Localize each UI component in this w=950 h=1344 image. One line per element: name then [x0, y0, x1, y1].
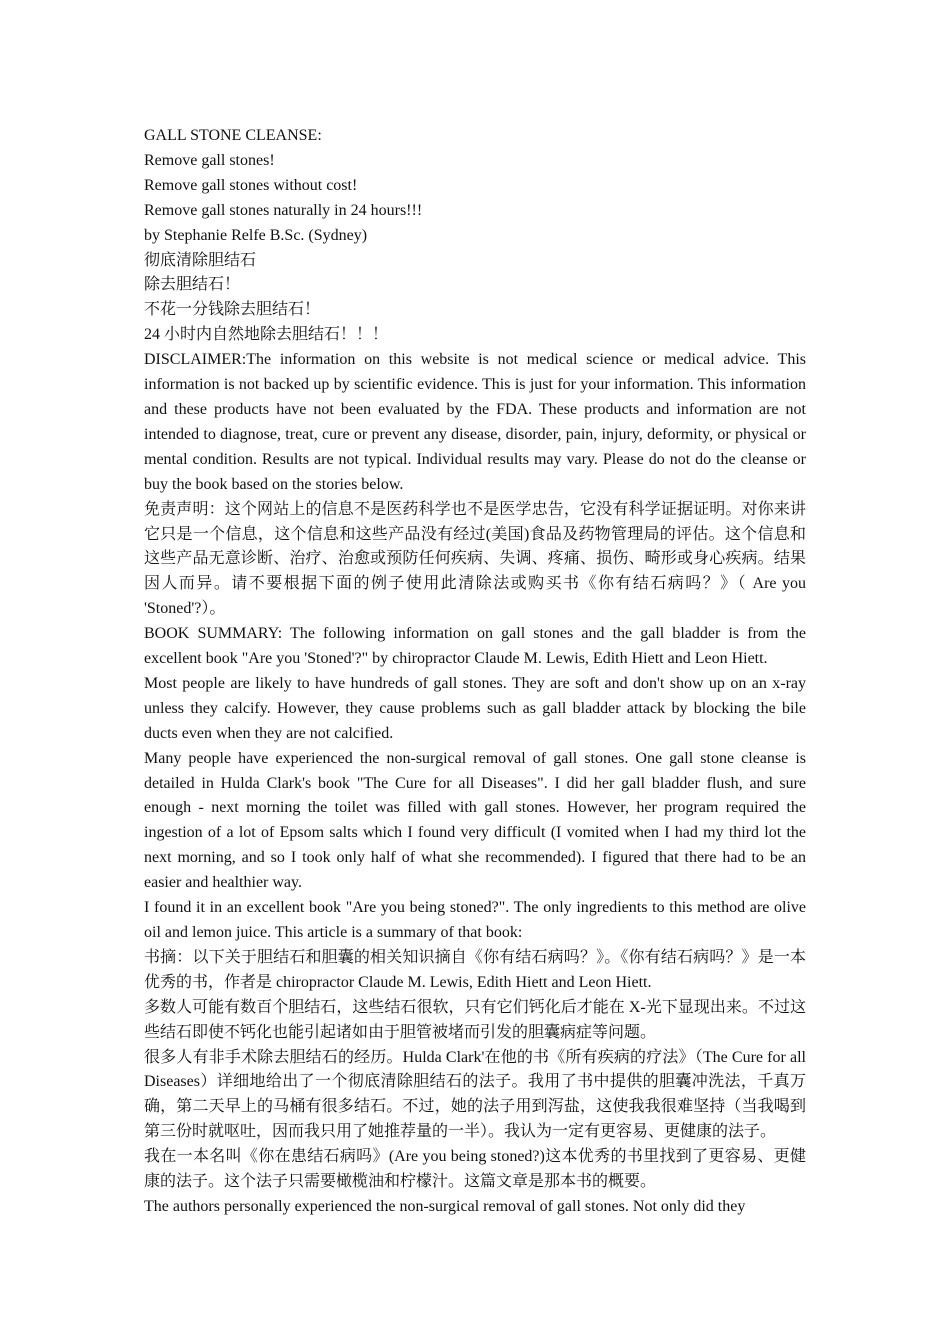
body-paragraph: Many people have experienced the non-surgical removal of gall stones. One gall stone cleanse is detailed in Hulda Clark's book "The Cure for all Diseases". I did her gall bladder flush, and sure enough - next morning the toilet was filled with gall stones. However, her program required the ingestion of a lot of Epsom salts which I found very difficult (I vomited when I had my third lot the next morning, and so I took only half of what she recommended). I figured that there had to be an easier and healthier way.: [144, 749, 806, 892]
body-paragraph: The authors personally experienced the non-surgical removal of gall stones. Not only did they: [144, 1197, 746, 1215]
disclaimer-paragraph-zh: 免责声明：这个网站上的信息不是医药科学也不是医学忠告，它没有科学证据证明。对你来讲它只是一个信息，这个信息和这些产品没有经过(美国)食品及药物管理局的评估。这个信息和这些产品无意诊断、治疗、治愈或预防任何疾病、失调、疼痛、损伤、畸形或身心疾病。结果因人而异。请不要根据下面的例子使用此清除法或购买书《你有结石病吗？》（ Are you 'Stoned'?）。: [144, 500, 806, 618]
body-paragraph: Most people are likely to have hundreds of gall stones. They are soft and don't show up on an x-ray unless they calcify. However, they cause problems such as gall bladder attack by blocking the bile ducts even when they are not calcified.: [144, 674, 806, 742]
title-line: Remove gall stones without cost!: [144, 176, 358, 194]
title-line: Remove gall stones naturally in 24 hours!!!: [144, 201, 423, 219]
body-paragraph-zh: 多数人可能有数百个胆结石，这些结石很软，只有它们钙化后才能在 X-光下显现出来。不过这些结石即使不钙化也能引起诸如由于胆管被堵而引发的胆囊病症等问题。: [144, 998, 806, 1041]
author-line: by Stephanie Relfe B.Sc. (Sydney): [144, 226, 368, 244]
title-line: Remove gall stones!: [144, 151, 275, 169]
title-line-zh: 不花一分钱除去胆结石！: [144, 301, 321, 319]
book-summary-paragraph-zh: 书摘：以下关于胆结石和胆囊的相关知识摘自《你有结石病吗？》。《你有结石病吗？》是一本优秀的书，作者是 chiropractor Claude M. Lewis, Edith Hiett and Leon Hiett.: [144, 948, 806, 991]
title-line-zh: 24 小时内自然地除去胆结石！！！: [144, 326, 389, 344]
title-line-zh: 除去胆结石！: [144, 276, 241, 294]
body-paragraph-zh: 我在一本名叫《你在患结石病吗》(Are you being stoned?)这本优秀的书里找到了更容易、更健康的法子。这个法子只需要橄榄油和柠檬汁。这篇文章是那本书的概要。: [144, 1148, 806, 1191]
title-line-zh: 彻底清除胆结石: [144, 251, 257, 269]
body-paragraph: I found it in an excellent book "Are you being stoned?". The only ingredients to this method are olive oil and lemon juice. This article is a summary of that book:: [144, 899, 806, 941]
book-summary-paragraph: BOOK SUMMARY: The following information on gall stones and the gall bladder is from the excellent book "Are you 'Stoned'?" by chiropractor Claude M. Lewis, Edith Hiett and Leon Hiett.: [144, 625, 806, 668]
body-paragraph-zh: 很多人有非手术除去胆结石的经历。Hulda Clark'在他的书《所有疾病的疗法》（The Cure for all Diseases）详细地给出了一个彻底清除胆结石的法子。我用了书中提供的胆囊冲洗法，千真万确，第二天早上的马桶有很多结石。不过，她的法子用到泻盐，这使我我很难坚持（当我喝到第三份时就呕吐，因而我只用了她推荐量的一半）。我认为一定有更容易、更健康的法子。: [144, 1048, 806, 1141]
title-line: GALL STONE CLEANSE:: [144, 127, 322, 144]
document-page: [144, 124, 806, 1220]
disclaimer-paragraph: DISCLAIMER:The information on this website is not medical science or medical advice. This information is not backed up by scientific evidence. This is just for your information. This information and these products have not been evaluated by the FDA. These products and information are not intended to diagnose, treat, cure or prevent any disease, disorder, pain, injury, deformity, or physical or mental condition. Results are not typical. Individual results may vary. Please do not do the cleanse or buy the book based on the stories below.: [144, 351, 806, 493]
